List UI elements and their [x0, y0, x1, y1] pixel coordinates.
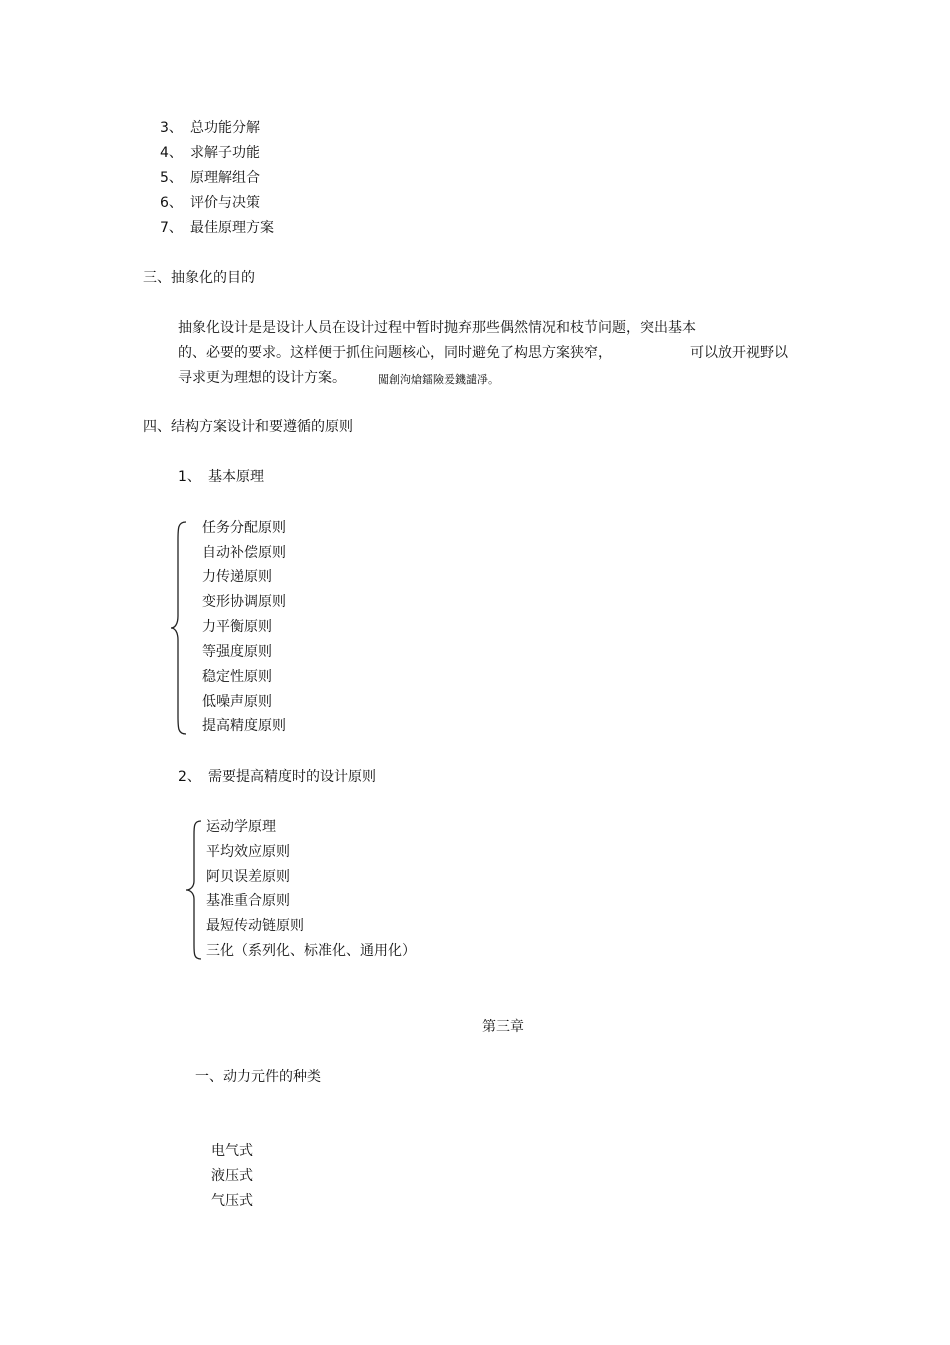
- sub-heading: 2、 需要提高精度时的设计原则: [178, 769, 376, 785]
- principle-item: 自动补偿原则: [202, 545, 286, 561]
- list-item: 气压式: [211, 1193, 253, 1209]
- step-item: 7、 最佳原理方案: [160, 220, 274, 236]
- principle-item: 稳定性原则: [202, 669, 272, 685]
- garbled-note: 闖創泃熗鐳險爰鐖譴凈。: [378, 373, 499, 386]
- principle-item: 阿贝误差原则: [206, 869, 290, 885]
- principle-item: 最短传动链原则: [206, 918, 304, 934]
- principle-item: 力平衡原则: [202, 619, 272, 635]
- curly-brace-icon: [168, 520, 192, 736]
- step-item: 4、 求解子功能: [160, 145, 260, 161]
- principle-item: 基准重合原则: [206, 893, 290, 909]
- step-item: 6、 评价与决策: [160, 195, 260, 211]
- principle-item: 三化（系列化、标准化、通用化）: [206, 943, 416, 959]
- principle-item: 任务分配原则: [202, 520, 286, 536]
- paragraph-line: 寻求更为理想的设计方案。: [178, 370, 346, 386]
- principle-item: 力传递原则: [202, 569, 272, 585]
- section-heading: 四、结构方案设计和要遵循的原则: [143, 419, 353, 435]
- list-item: 电气式: [211, 1143, 253, 1159]
- principle-item: 运动学原理: [206, 819, 276, 835]
- list-item: 液压式: [211, 1168, 253, 1184]
- curly-brace-icon: [183, 819, 205, 961]
- paragraph-line: 的、必要的要求。这样便于抓住问题核心，同时避免了构思方案狭窄，: [178, 345, 612, 361]
- paragraph-line: 抽象化设计是是设计人员在设计过程中暂时抛弃那些偶然情况和枝节问题，突出基本: [178, 320, 696, 336]
- step-item: 3、 总功能分解: [160, 120, 260, 136]
- section-heading: 三、抽象化的目的: [143, 270, 255, 286]
- step-item: 5、 原理解组合: [160, 170, 260, 186]
- principle-item: 平均效应原则: [206, 844, 290, 860]
- principle-item: 变形协调原则: [202, 594, 286, 610]
- chapter-title: 第三章: [482, 1019, 524, 1035]
- sub-heading: 1、 基本原理: [178, 469, 264, 485]
- principle-item: 等强度原则: [202, 644, 272, 660]
- section-heading: 一、动力元件的种类: [195, 1069, 321, 1085]
- paragraph-line: 可以放开视野以: [690, 345, 788, 361]
- principle-item: 提高精度原则: [202, 718, 286, 734]
- principle-item: 低噪声原则: [202, 694, 272, 710]
